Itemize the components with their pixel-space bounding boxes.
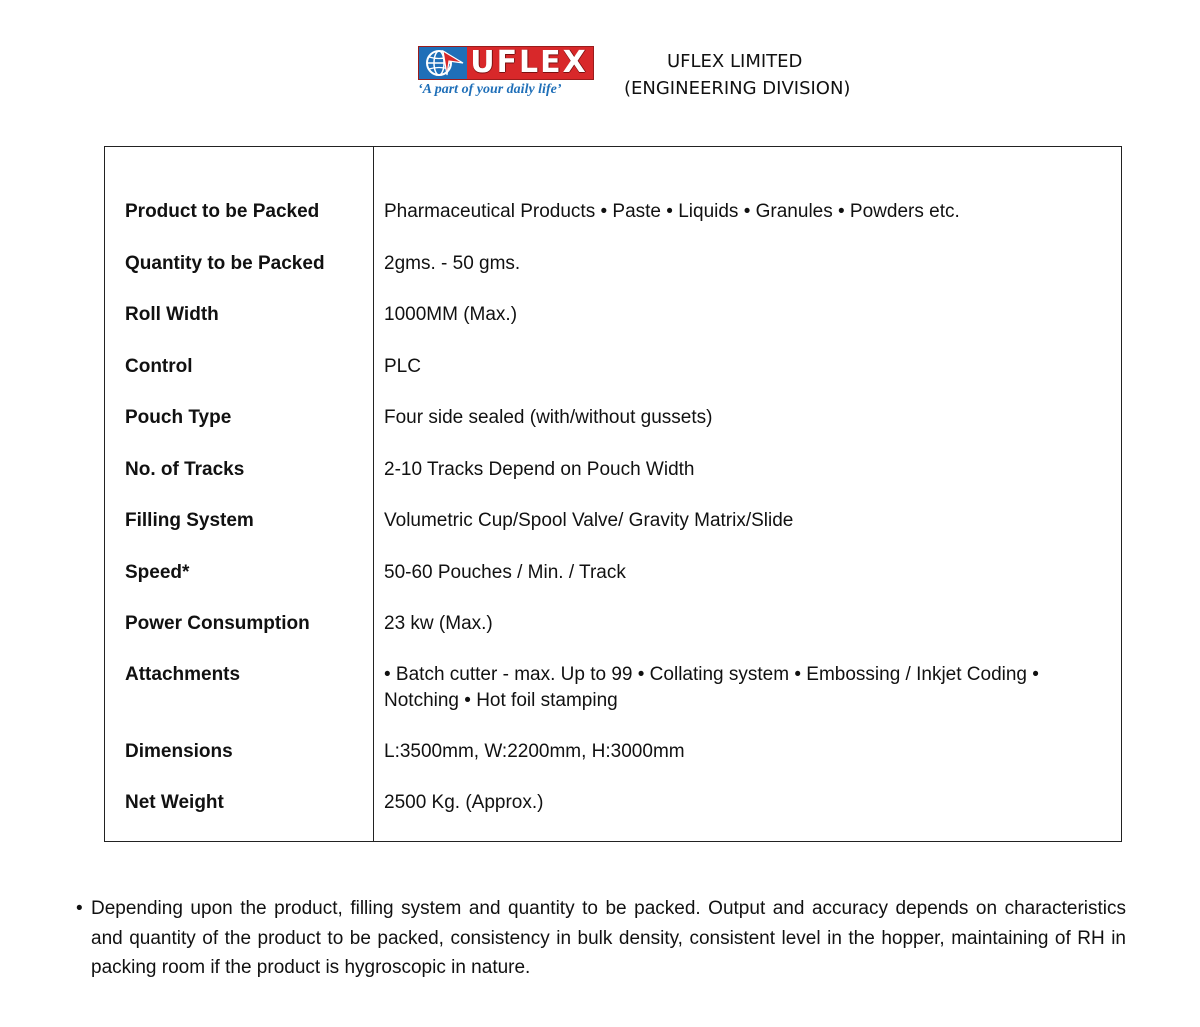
spec-value: L:3500mm, W:2200mm, H:3000mm (384, 741, 685, 762)
spec-label: Pouch Type (125, 407, 232, 428)
spec-label: Power Consumption (125, 613, 310, 634)
spec-label: Dimensions (125, 741, 233, 762)
footnote (76, 894, 1126, 983)
spec-value: 2gms. - 50 gms. (384, 253, 521, 274)
spec-value: Pharmaceutical Products • Paste • Liquids • Granules • Powders etc. (384, 201, 960, 222)
spec-label: Control (125, 356, 193, 377)
spec-value: 2500 Kg. (Approx.) (384, 792, 544, 813)
spec-value: Four side sealed (with/without gussets) (384, 407, 713, 428)
footnote-text: Depending upon the product, filling system and quantity to be packed. Output and accuracy depends on characteristics and quantity of the product to be packed, consistency in bulk density, consistent level in the hopper, maintaining of RH in packing room if the product is hygroscopic in nature. (91, 898, 1126, 978)
uflex-logo (418, 46, 596, 102)
spec-value: 2-10 Tracks Depend on Pouch Width (384, 459, 695, 480)
spec-label: Speed* (125, 562, 190, 583)
logo-tagline: ‘A part of your daily life’ (418, 82, 562, 97)
spec-table (104, 146, 1122, 842)
spec-value: 50-60 Pouches / Min. / Track (384, 562, 626, 583)
spec-label: Attachments (125, 664, 241, 685)
spec-value: 23 kw (Max.) (384, 613, 493, 634)
spec-value: • Batch cutter - max. Up to 99 • Collating system • Embossing / Inkjet Coding • Notching • Hot foil stamping (384, 664, 1039, 711)
spec-label: Roll Width (125, 304, 219, 325)
spec-value: Volumetric Cup/Spool Valve/ Gravity Matrix/Slide (384, 510, 794, 531)
spec-label: Product to be Packed (125, 201, 320, 222)
column-divider (373, 147, 374, 841)
logo-box (418, 46, 594, 80)
spec-label: Net Weight (125, 792, 224, 813)
spec-label: Filling System (125, 510, 254, 531)
spec-value: PLC (384, 356, 421, 377)
spec-value: 1000MM (Max.) (384, 304, 518, 325)
spec-label: Quantity to be Packed (125, 253, 325, 274)
globe-panel (419, 47, 467, 79)
company-division: (ENGINEERING DIVISION) (624, 78, 851, 99)
spec-label: No. of Tracks (125, 459, 245, 480)
globe-icon (419, 47, 467, 79)
company-name-line1: UFLEX LIMITED (667, 51, 803, 72)
bullet-icon: • (76, 898, 83, 919)
logo-wordmark: UFLEX (470, 45, 588, 80)
